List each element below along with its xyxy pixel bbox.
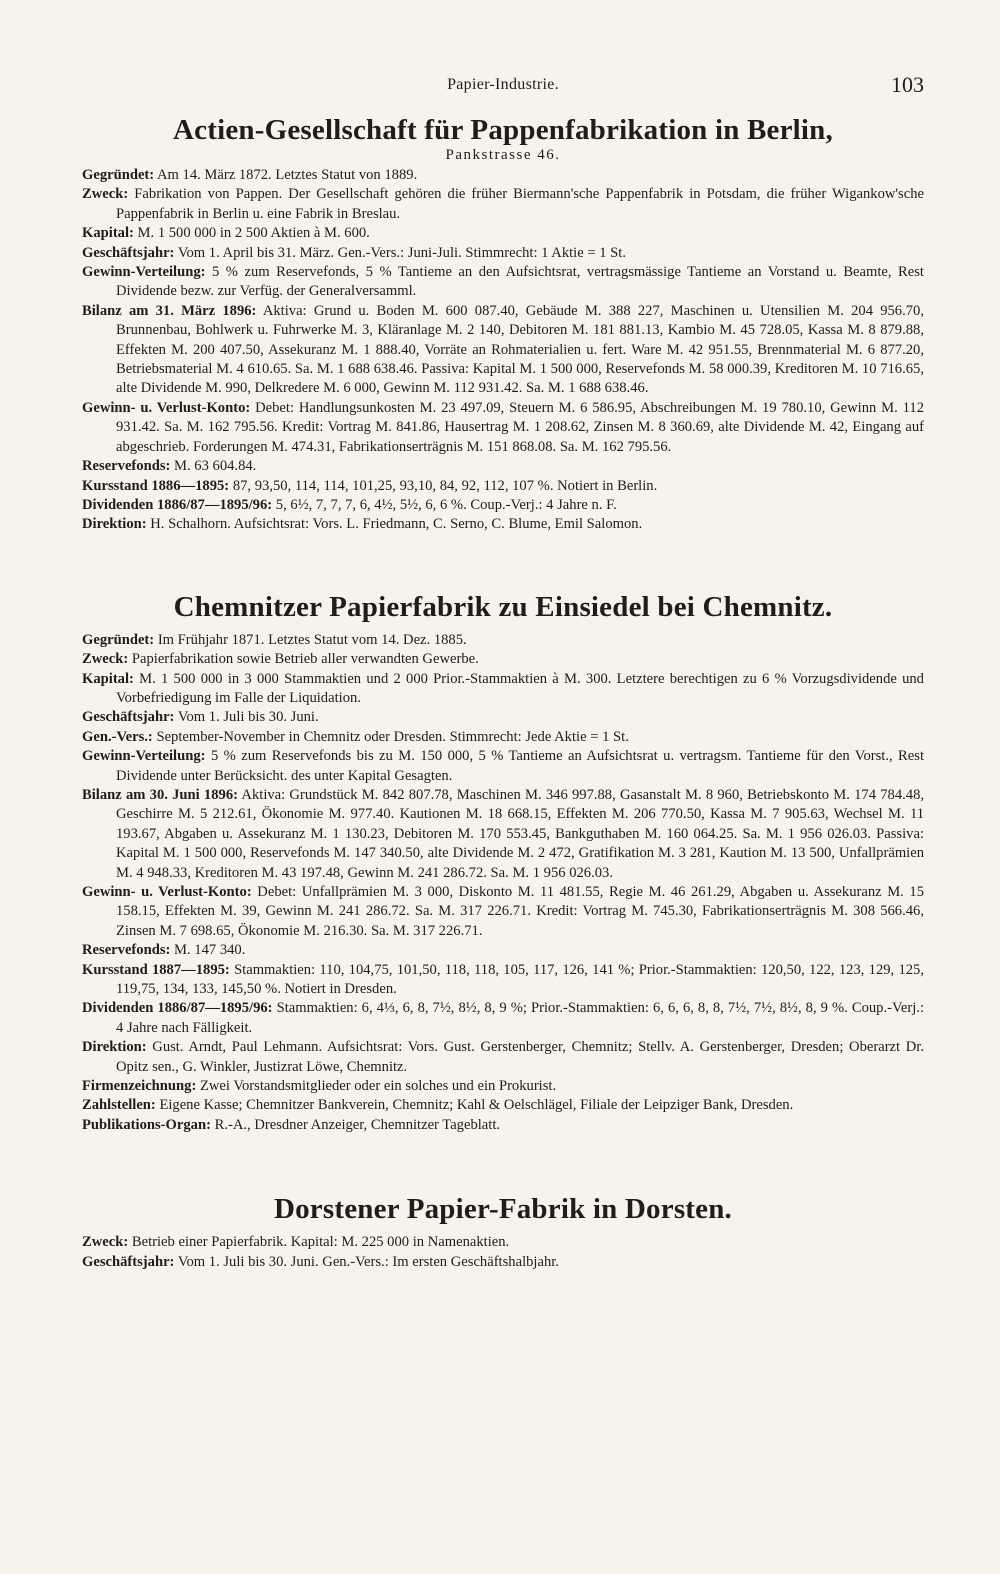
entry-label: Zahlstellen: [82,1097,156,1114]
entry-text: 5 % zum Reservefonds, 5 % Tantieme an den Aufsichtsrat, vertragsmässige Tantieme an Vorstand u. Beamte, Rest Dividende bezw. zur Verfüg. der Generalversamml. [116,264,924,300]
entry-kapital [82,224,924,243]
entry-gewinn-verlust-konto [82,399,924,457]
entry-label: Gegründet: [82,167,155,183]
entry-label: Gewinn- u. Verlust-Konto: [82,399,251,416]
entry-gen-vers [82,728,924,747]
entry-dividenden [82,496,924,515]
running-head-title: Papier-Industrie. [447,76,559,93]
entry-text: 87, 93,50, 114, 114, 101,25, 93,10, 84, 92, 112, 107 %. Notiert in Berlin. [232,477,658,494]
entry-text: Vom 1. Juli bis 30. Juni. [177,709,319,726]
entry-label: Geschäftsjahr: [82,709,175,726]
entry-zahlstellen [82,1096,924,1115]
entry-geschaeftsjahr [82,708,924,727]
entry-label: Geschäftsjahr: [82,244,175,261]
entry-publikations-organ [82,1116,924,1135]
entry-text: Vom 1. Juli bis 30. Juni. Gen.-Vers.: Im ersten Geschäftshalbjahr. [177,1253,559,1270]
entry-dividenden [82,999,924,1038]
entry-label: Dividenden 1886/87—1895/96: [82,1000,273,1017]
running-head [82,72,924,102]
entry-geschaeftsjahr [82,1253,924,1272]
entry-text: Stammaktien: 6, 4⅓, 6, 8, 7½, 8½, 8, 9 %; Prior.-Stammaktien: 6, 6, 6, 8, 8, 7½, 7½, 8½, 8, 9 %. Coup.-Verj.: 4 Jahre nach Fälligkeit. [116,1000,924,1036]
entry-label: Gen.-Vers.: [82,728,153,745]
entry-text: H. Schalhorn. Aufsichtsrat: Vors. L. Friedmann, C. Serno, C. Blume, Emil Salomon. [150,516,643,533]
entry-kursstand [82,477,924,496]
entry-gegruendet [82,631,924,650]
entry-gewinn-verteilung [82,263,924,302]
company-section-berlin [82,114,924,535]
entry-label: Direktion: [82,1039,147,1056]
entry-geschaeftsjahr [82,244,924,263]
entry-direktion [82,515,924,534]
entry-label: Publikations-Organ: [82,1116,211,1133]
company-section-chemnitz [82,591,924,1136]
entry-gegruendet [82,166,924,185]
entry-text: Stammaktien: 110, 104,75, 101,50, 118, 118, 105, 117, 126, 141 %; Prior.-Stammaktien: 120,50, 122, 123, 129, 125, 119,75, 134, 133, 145,50 %. Notiert in Dresden. [116,961,924,998]
entry-text: M. 1 500 000 in 3 000 Stammaktien und 2 000 Prior.-Stammaktien à M. 300. Letztere berechtigen zu 6 % Vorzugsdividende und Vorbefriedigung im Falle der Liquidation. [116,670,924,706]
entry-gewinn-verteilung [82,747,924,786]
entry-label: Kapital: [82,670,134,687]
entry-text: Aktiva: Grundstück M. 842 807.78, Maschinen M. 346 997.88, Gasanstalt M. 8 960, Betriebskonto M. 174 784.48, Geschirre M. 5 212.61, Ökonomie M. 977.40. Kautionen M. 18 668.15, Effekten M. 206 770.50, Kassa M. 7 905.63, Wechsel M. 11 193.67, Abgaben u. Assekuranz M. 1 130.23, Debitoren M. 170 553.45, Bankguthaben M. 160 064.25. Sa. M. 1 956 026.03. Passiva: Kapital M. 1 500 000, Reservefonds M. 147 340.50, alte Dividende M. 2 472, Gratifikation M. 3 281, Kaution M. 13 500, Unfallprämien M. 4 948.33, Kreditoren M. 43 197.48, Gewinn M. 241 286.72. Sa. M. 1 956 026.03. [116,786,925,881]
entry-bilanz [82,786,924,883]
entry-label: Dividenden 1886/87—1895/96: [82,496,273,513]
company-title: Actien-Gesellschaft für Pappenfabrikation in Berlin, [173,114,833,146]
entry-firmenzeichnung [82,1077,924,1096]
entry-text: Eigene Kasse; Chemnitzer Bankverein, Chemnitz; Kahl & Oelschlägel, Filiale der Leipziger Bank, Dresden. [159,1097,794,1114]
entry-text: Am 14. März 1872. Letztes Statut von 1889. [157,167,418,183]
entry-label: Gewinn-Verteilung: [82,264,206,281]
entry-text: Debet: Unfallprämien M. 3 000, Diskonto M. 11 481.55, Regie M. 46 261.29, Abgaben u. Assekuranz M. 15 158.15, Effekten M. 39, Gewinn M. 241 286.72. Sa. M. 317 226.71. Kredit: Vortrag M. 745.30, Fabrikationserträgnis M. 308 566.46, Zinsen M. 7 698.65, Ökonomie M. 216.30. Sa. M. 317 226.71. [116,884,925,939]
entry-bilanz [82,302,924,399]
entry-text: R.-A., Dresdner Anzeiger, Chemnitzer Tageblatt. [214,1116,501,1133]
company-address: Pankstrasse 46. [445,147,561,163]
company-title: Chemnitzer Papierfabrik zu Einsiedel bei Chemnitz. [173,590,833,623]
entry-label: Zweck: [82,1234,129,1251]
entry-text: M. 1 500 000 in 2 500 Aktien à M. 600. [137,225,370,242]
entry-reservefonds [82,457,924,476]
entry-label: Bilanz am 31. März 1896: [82,302,257,319]
entry-label: Direktion: [82,516,147,533]
entry-label: Reservefonds: [82,942,171,959]
entry-direktion [82,1038,924,1077]
entry-label: Zweck: [82,186,129,203]
entry-text: Fabrikation von Pappen. Der Gesellschaft gehören die früher Biermann'sche Pappenfabrik in Potsdam, die früher Wigankow'sche Pappenfabrik in Berlin u. eine Fabrik in Breslau. [116,186,924,222]
entry-reservefonds [82,941,924,960]
entry-zweck [82,185,924,224]
page-number: 103 [891,72,924,97]
entry-text: Betrieb einer Papierfabrik. Kapital: M. 225 000 in Namenaktien. [131,1234,510,1251]
entry-label: Bilanz am 30. Juni 1896: [82,786,238,803]
entry-text: September-November in Chemnitz oder Dresden. Stimmrecht: Jede Aktie = 1 St. [156,728,629,745]
entry-label: Gegründet: [82,631,155,648]
entry-text: M. 147 340. [174,942,246,959]
entry-text: Zwei Vorstandsmitglieder oder ein solches und ein Prokurist. [199,1078,557,1095]
entry-text: Gust. Arndt, Paul Lehmann. Aufsichtsrat: Vors. Gust. Gerstenberger, Chemnitz; Stellv. A. Gerstenberger, Dresden; Oberarzt Dr. Opitz sen., G. Winkler, Justizrat Löwe, Chemnitz. [116,1039,925,1075]
entry-text: Papierfabrikation sowie Betrieb aller verwandten Gewerbe. [131,651,479,668]
entry-text: Im Frühjahr 1871. Letztes Statut vom 14. Dez. 1885. [157,631,467,648]
entry-zweck [82,1233,924,1252]
entry-label: Firmenzeichnung: [82,1078,197,1095]
entry-gewinn-verlust-konto [82,883,924,941]
company-section-dorsten [82,1193,924,1272]
company-title: Dorstener Papier-Fabrik in Dorsten. [273,1193,733,1226]
entry-text: 5, 6½, 7, 7, 7, 6, 4½, 5½, 6, 6 %. Coup.-Verj.: 4 Jahre n. F. [275,496,617,513]
entry-label: Gewinn- u. Verlust-Konto: [82,884,252,900]
entry-label: Reservefonds: [82,458,171,475]
entry-text: M. 63 604.84. [174,458,257,475]
entry-label: Kapital: [82,225,134,242]
entry-label: Gewinn-Verteilung: [82,748,206,765]
entry-kursstand [82,961,924,1000]
entry-kapital [82,670,924,709]
entry-label: Geschäftsjahr: [82,1253,175,1270]
entry-text: Vom 1. April bis 31. März. Gen.-Vers.: Juni-Juli. Stimmrecht: 1 Aktie = 1 St. [177,244,626,261]
entry-label: Kursstand 1887—1895: [82,961,230,978]
entry-label: Zweck: [82,651,129,668]
entry-label: Kursstand 1886—1895: [82,477,230,494]
entry-text: Aktiva: Grund u. Boden M. 600 087.40, Gebäude M. 388 227, Maschinen u. Utensilien M. 204 956.70, Brunnenbau, Bohlwerk u. Fuhrwerke M. 3, Kläranlage M. 2 140, Debitoren M. 181 881.13, Kambio M. 45 728.05, Kassa M. 8 879.88, Effekten M. 200 407.50, Assekuranz M. 1 888.40, Vorräte an Rohmaterialien u. fert. Ware M. 42 951.55, Brennmaterial M. 6 877.20, Betriebsmaterial M. 4 610.65. Sa. M. 1 688 638.46. Passiva: Kapital M. 1 500 000, Reservefonds M. 58 000.39, Kreditoren M. 10 716.65, alte Dividende M. 990, Delkredere M. 6 000, Gewinn M. 112 931.42. Sa. M. 1 688 638.46. [116,302,924,397]
entry-text: Debet: Handlungsunkosten M. 23 497.09, Steuern M. 6 586.95, Abschreibungen M. 19 780.10, Gewinn M. 112 931.42. Sa. M. 162 795.56. Kredit: Vortrag M. 841.86, Hausertrag M. 1 208.62, Zinsen M. 8 360.69, alte Dividende M. 42, Eingang auf abgeschrieb. Forderungen M. 474.31, Fabrikationserträgnis M. 151 868.08. Sa. M. 162 795.56. [116,399,924,455]
entry-text: 5 % zum Reservefonds bis zu M. 150 000, 5 % Tantieme an Aufsichtsrat u. vertragsm. Tantieme für den Vorst., Rest Dividende unter Berücksicht. des unter Kapital Gesagten. [116,748,924,784]
entry-zweck [82,650,924,669]
